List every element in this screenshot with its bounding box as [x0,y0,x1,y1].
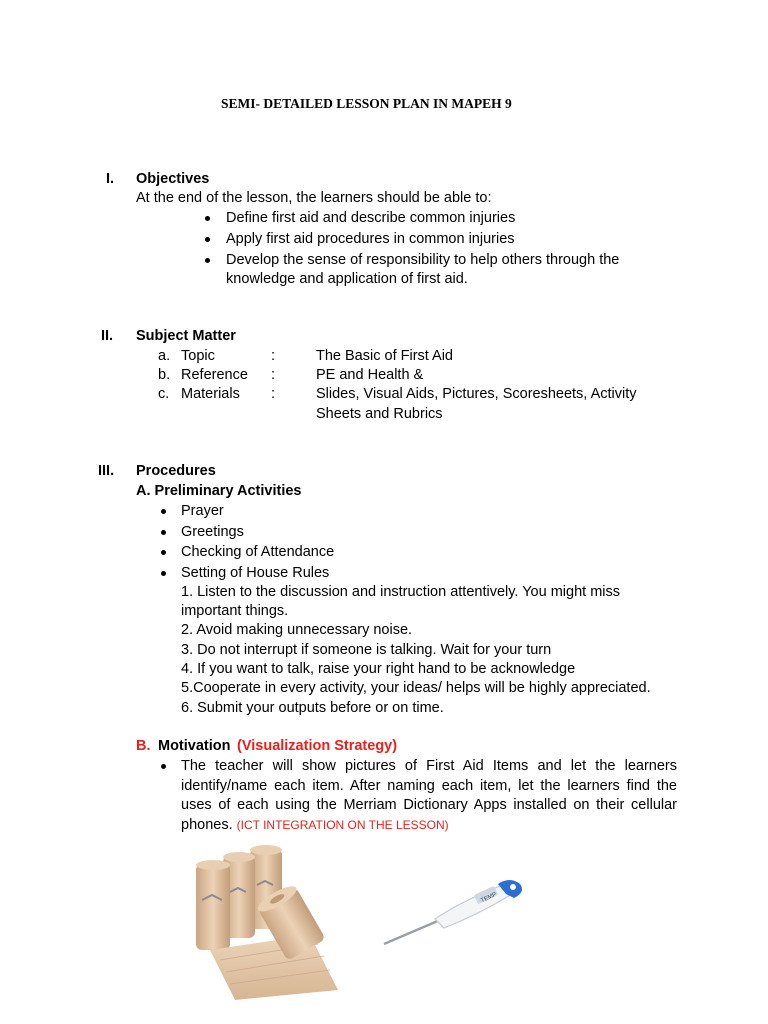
subject-value-continued: Sheets and Rubrics [316,406,443,422]
house-rule: 5.Cooperate in every activity, your ideas/ helps will be highly appreciated. [181,680,651,696]
subject-value: The Basic of First Aid [316,348,453,364]
motivation-text: identify/name each item. After naming each item, let the learners find the [181,778,677,794]
motivation-text-last [181,816,449,835]
thermometer-image [380,872,530,952]
subject-letter: c. [158,386,170,402]
ict-integration-note: (ICT INTEGRATION ON THE LESSON) [236,818,449,832]
subject-colon: : [271,386,276,402]
procedures-heading: Procedures [136,463,216,479]
preliminary-item: Prayer [181,503,224,519]
house-rule: 4. If you want to talk, raise your right hand to be acknowledge [181,661,576,677]
motivation-text: The teacher will show pictures of First Aid Items and let the learners [181,758,677,774]
subject-label: Topic [181,348,215,364]
bullet-icon [161,550,166,555]
bandage-rolls-image [190,840,340,1005]
objectives-heading: Objectives [136,171,210,187]
bullet-icon [161,530,166,535]
subject-letter: a. [158,348,171,364]
motivation-strategy: (Visualization Strategy) [237,738,398,754]
subject-letter: b. [158,367,171,383]
objective-item: Apply first aid procedures in common injuries [226,231,515,247]
subject-matter-heading: Subject Matter [136,328,236,344]
motivation-text: phones. [181,817,233,833]
subject-value: Slides, Visual Aids, Pictures, Scoresheets, Activity [316,386,637,402]
bullet-icon [161,571,166,576]
subject-value: PE and Health & [316,367,424,383]
bullet-icon [161,509,166,514]
objective-item-continued: knowledge and application of first aid. [226,271,468,287]
bullet-icon [161,764,166,769]
subject-label: Materials [181,386,240,402]
house-rule: 6. Submit your outputs before or on time. [181,700,444,716]
bullet-icon [205,216,210,221]
subject-colon: : [271,367,276,383]
house-rule: 1. Listen to the discussion and instruction attentively. You might miss [181,584,621,600]
motivation-text: uses of each using the Merriam Dictionary Apps installed on their cellular [181,797,677,813]
objectives-intro: At the end of the lesson, the learners should be able to: [136,190,492,206]
procedures-numeral: III. [98,463,115,479]
preliminary-activities-heading: A. Preliminary Activities [136,483,302,499]
subject-matter-numeral: II. [101,328,114,344]
bullet-icon [205,237,210,242]
preliminary-item: Checking of Attendance [181,544,335,560]
motivation-letter: B. [136,738,151,754]
objectives-numeral: I. [106,171,115,187]
objective-item: Develop the sense of responsibility to help others through the [226,252,620,268]
house-rule: 2. Avoid making unnecessary noise. [181,622,413,638]
bullet-icon [205,258,210,263]
subject-colon: : [271,348,276,364]
house-rule: 3. Do not interrupt if someone is talking. Wait for your turn [181,642,552,658]
preliminary-item: Greetings [181,524,244,540]
subject-label: Reference [181,367,248,383]
motivation-heading: Motivation [158,738,231,754]
objective-item: Define first aid and describe common injuries [226,210,516,226]
preliminary-item: Setting of House Rules [181,565,330,581]
document-title: SEMI- DETAILED LESSON PLAN IN MAPEH 9 [221,96,512,111]
house-rule-continued: important things. [181,603,289,619]
thermometer-display-label: TEMP [480,891,498,905]
